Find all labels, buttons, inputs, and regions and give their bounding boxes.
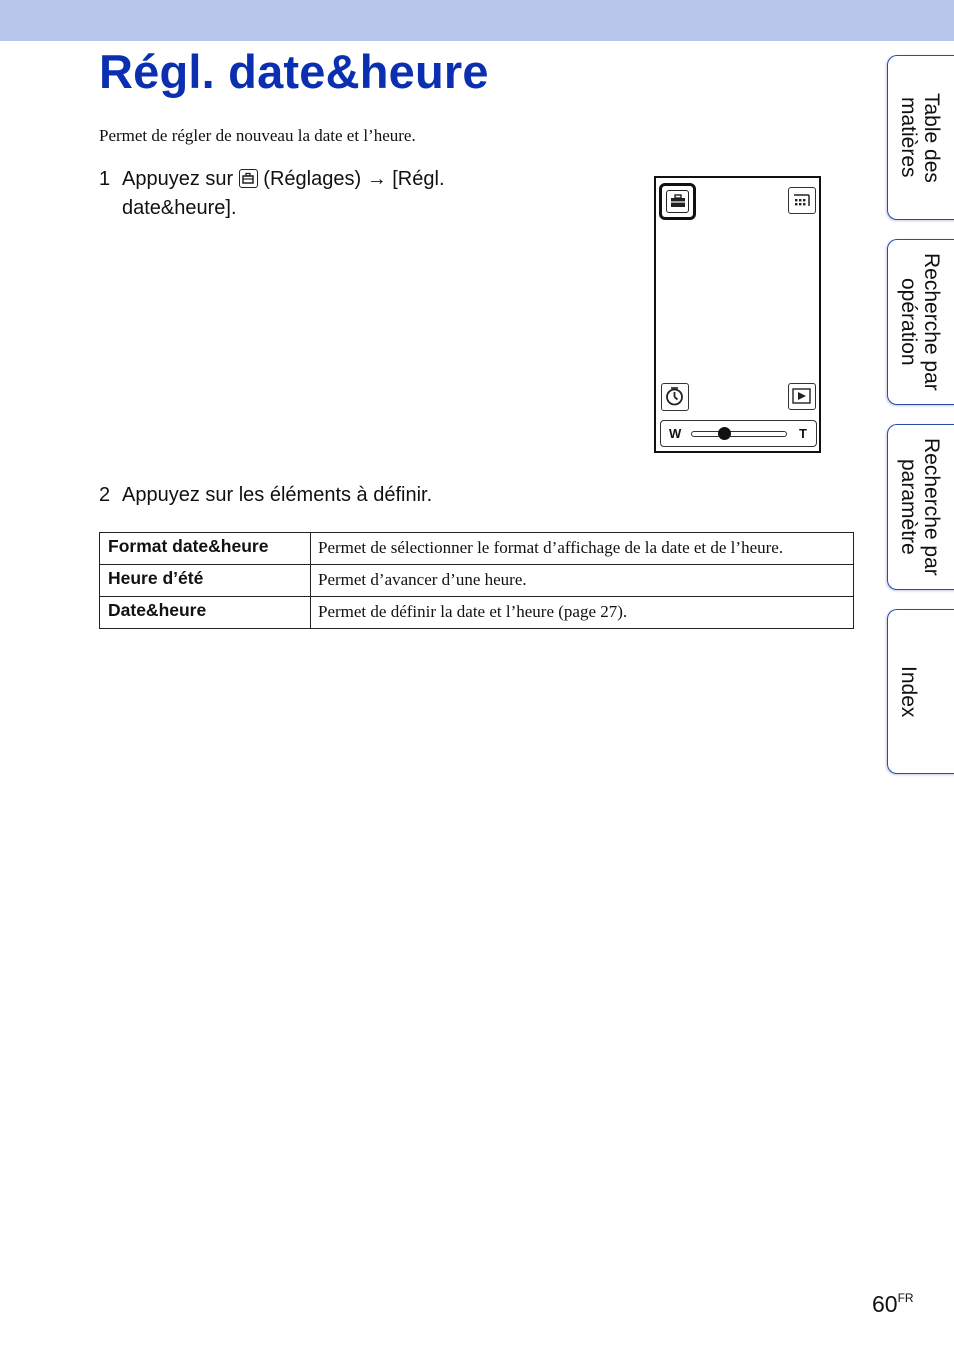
table-cell-key: Date&heure [100,597,311,629]
step-text: date&heure]. [122,197,237,219]
zoom-slider[interactable] [660,420,817,447]
tab-recherche-par-operation[interactable] [887,239,954,405]
table-cell-value: Permet d’avancer d’une heure. [311,565,854,597]
table-cell-value: Permet de définir la date et l’heure (page 27). [311,597,854,629]
table-row [100,565,854,597]
page-number: $60^{FR}$ [872,1291,914,1317]
display-grid-button[interactable] [788,187,816,214]
header-band [0,0,954,41]
step-text: [Régl. [392,168,445,190]
tab-index[interactable] [887,609,954,774]
play-icon [789,384,814,408]
settings-button[interactable] [659,183,696,220]
page-title: Régl. date&heure [99,45,489,98]
step-2 [99,481,432,510]
tab-label: Recherche par opération [897,253,943,391]
settings-table [99,532,854,629]
tab-label: Recherche par paramètre [897,438,943,576]
step-number: 1 [99,168,111,190]
intro-text: Permet de régler de nouveau la date et l’heure. [99,126,416,145]
self-timer-button[interactable] [661,383,689,411]
tab-recherche-par-parametre[interactable] [887,424,954,590]
table-row [100,533,854,565]
step-text: (Réglages) [263,168,362,190]
step-text: Appuyez sur les éléments à définir. [122,484,433,506]
zoom-tele-label: T [799,426,807,441]
step-text: Appuyez sur [122,168,234,190]
arrow-right-icon: → [366,168,387,190]
display-grid-icon [789,188,814,212]
toolbox-icon [666,190,689,213]
page-locale: FR [897,1291,914,1305]
tab-label: Index [897,665,920,718]
step-1 [99,165,519,223]
zoom-track [691,431,787,437]
zoom-wide-label: W [669,426,682,441]
table-cell-value: Permet de sélectionner le format d’affichage de la date et de l’heure. [311,533,854,565]
table-cell-key: Format date&heure [100,533,311,565]
tab-label: Table des matières [897,92,943,183]
table-cell-key: Heure d’été [100,565,311,597]
table-row [100,597,854,629]
self-timer-icon [662,384,687,409]
zoom-knob[interactable] [718,427,731,440]
playback-button[interactable] [788,383,816,410]
tab-table-des-matieres[interactable] [887,55,954,220]
settings-toolbox-icon [239,169,258,188]
camera-screen-illustration [654,176,821,453]
step-number: 2 [99,484,111,506]
